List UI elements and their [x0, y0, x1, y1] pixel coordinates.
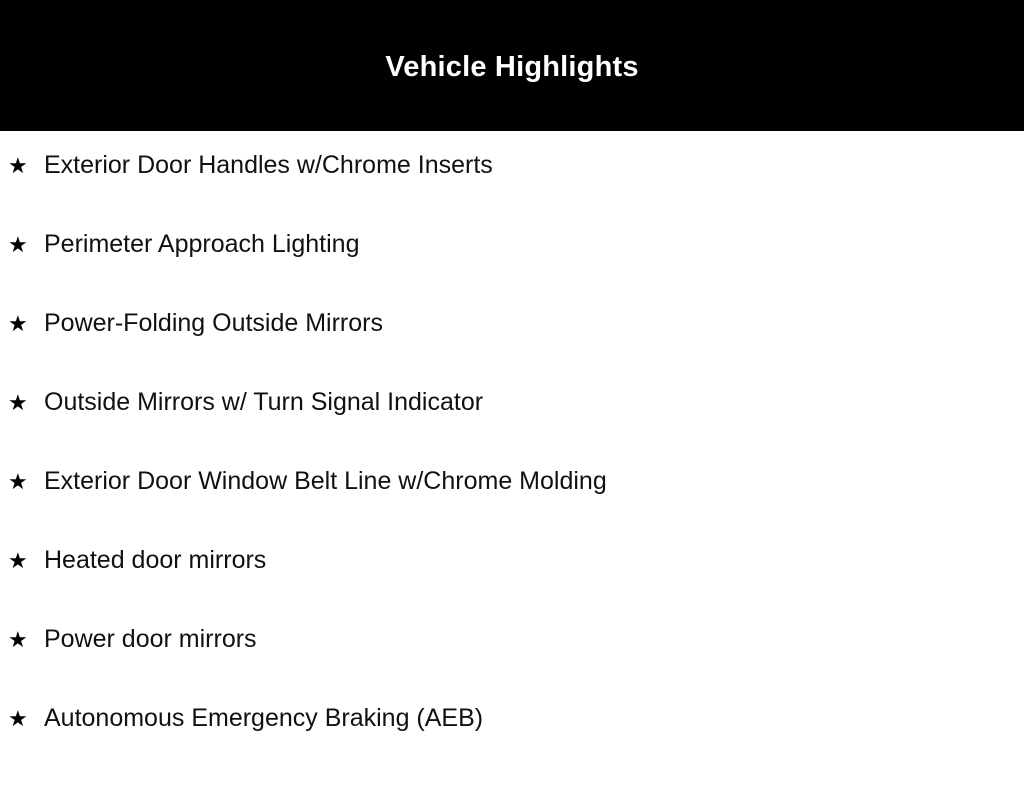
vehicle-features-list	[0, 131, 1024, 785]
star-icon: ★	[8, 312, 28, 337]
feature-label: Exterior Door Window Belt Line w/Chrome Molding	[44, 467, 607, 495]
page-title: Vehicle Highlights	[385, 51, 639, 83]
feature-label: Outside Mirrors w/ Turn Signal Indicator	[44, 388, 484, 416]
feature-label: Power-Folding Outside Mirrors	[44, 309, 383, 337]
feature-label: Power door mirrors	[44, 625, 257, 653]
star-icon: ★	[8, 391, 28, 416]
feature-label: Autonomous Emergency Braking (AEB)	[44, 704, 484, 732]
star-icon: ★	[8, 470, 28, 495]
list-item	[0, 706, 1024, 785]
list-item	[0, 627, 1024, 706]
list-item	[0, 311, 1024, 390]
feature-label: Exterior Door Handles w/Chrome Inserts	[44, 151, 493, 179]
star-icon: ★	[8, 628, 28, 653]
list-item	[0, 232, 1024, 311]
list-item	[0, 390, 1024, 469]
feature-label: Heated door mirrors	[44, 546, 267, 574]
list-item	[0, 469, 1024, 548]
list-item	[0, 153, 1024, 232]
star-icon: ★	[8, 154, 28, 179]
star-icon: ★	[8, 233, 28, 258]
page-header	[0, 0, 1024, 131]
star-icon: ★	[8, 549, 28, 574]
feature-label: Perimeter Approach Lighting	[44, 230, 360, 258]
star-icon: ★	[8, 707, 28, 732]
list-item	[0, 548, 1024, 627]
